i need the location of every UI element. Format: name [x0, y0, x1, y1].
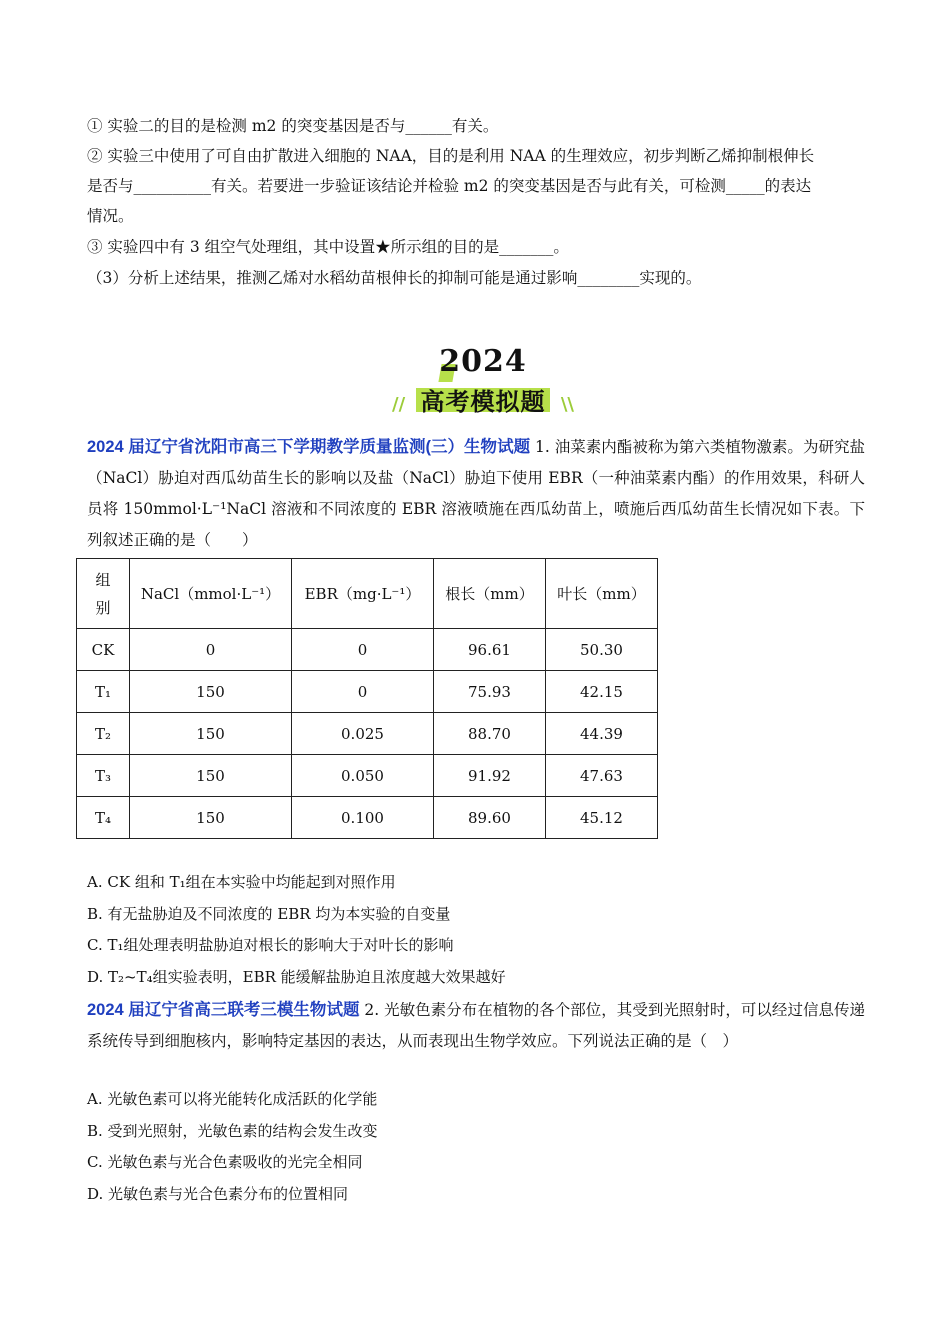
table-cell: 0.025	[292, 713, 434, 755]
option-d[interactable]: D. T₂~T₄组实验表明，EBR 能缓解盐胁迫且浓度越大效果越好	[87, 968, 506, 986]
table-cell: 44.39	[546, 713, 658, 755]
text-line: ① 实验二的目的是检测 m2 的突变基因是否与______有关。	[87, 117, 499, 135]
text-line: ② 实验三中使用了可自由扩散进入细胞的 NAA，目的是利用 NAA 的生理效应，初步判断乙烯抑制根伸长	[87, 147, 815, 165]
table-header-cell: NaCl（mmol·L⁻¹）	[130, 559, 292, 629]
option-a[interactable]: A. CK 组和 T₁组在本实验中均能起到对照作用	[87, 873, 396, 891]
table-cell: 0.100	[292, 797, 434, 839]
banner-year: 2024	[439, 344, 527, 379]
table-cell: T₄	[77, 797, 130, 839]
text-line: 是否与__________有关。若要进一步验证该结论并检验 m2 的突变基因是否与此有关，可检测_____的表达	[87, 177, 812, 195]
question-1	[87, 432, 865, 556]
question-2	[87, 995, 865, 1057]
table-cell: 150	[130, 755, 292, 797]
question-source: 2024 届辽宁省高三联考三模生物试题	[87, 1001, 360, 1019]
banner-subtitle: 高考模拟题	[420, 388, 546, 416]
question-stem: 1. 油菜素内酯被称为第六类植物激素。为研究盐（NaCl）胁迫对西瓜幼苗生长的影响以及盐（NaCl）胁迫下使用 EBR（一种油菜素内酯）的作用效果，科研人员将 150mmol·L⁻¹NaCl 溶液和不同浓度的 EBR 溶液喷施在西瓜幼苗上，喷施后西瓜幼苗生长情况如下表。下列叙述正确的是（ ）	[87, 438, 865, 549]
table-cell: 96.61	[434, 629, 546, 671]
table-row	[77, 713, 658, 755]
table-row	[77, 671, 658, 713]
table-cell: 0	[292, 629, 434, 671]
text-line: ③ 实验四中有 3 组空气处理组，其中设置★所示组的目的是_______。	[87, 238, 569, 256]
question-source: 2024 届辽宁省沈阳市高三下学期教学质量监测(三）生物试题	[87, 438, 531, 456]
table-cell: 42.15	[546, 671, 658, 713]
option-a[interactable]: A. 光敏色素可以将光能转化成活跃的化学能	[87, 1090, 378, 1108]
question-stem: 2. 光敏色素分布在植物的各个部位，其受到光照射时，可以经过信息传递系统传导到细胞核内，影响特定基因的表达，从而表现出生物学效应。下列说法正确的是（ ）	[87, 1001, 865, 1050]
table-header-row	[77, 559, 658, 629]
table-cell: 0.050	[292, 755, 434, 797]
table-cell: 150	[130, 713, 292, 755]
text-line: 情况。	[87, 207, 134, 225]
option-b[interactable]: B. 受到光照射，光敏色素的结构会发生改变	[87, 1122, 378, 1140]
left-slash-decoration: //	[392, 394, 406, 415]
option-c[interactable]: C. T₁组处理表明盐胁迫对根长的影响大于对叶长的影响	[87, 936, 454, 954]
table-cell: 50.30	[546, 629, 658, 671]
table-cell: 75.93	[434, 671, 546, 713]
option-d[interactable]: D. 光敏色素与光合色素分布的位置相同	[87, 1185, 349, 1203]
table-cell: T₂	[77, 713, 130, 755]
table-cell: 0	[292, 671, 434, 713]
table-cell: T₁	[77, 671, 130, 713]
option-c[interactable]: C. 光敏色素与光合色素吸收的光完全相同	[87, 1153, 363, 1171]
table-cell: 89.60	[434, 797, 546, 839]
table-cell: 0	[130, 629, 292, 671]
table-cell: CK	[77, 629, 130, 671]
data-table	[76, 558, 658, 839]
right-slash-decoration: \\	[560, 394, 574, 415]
table-row	[77, 797, 658, 839]
table-header-cell: 叶长（mm）	[546, 559, 658, 629]
option-b[interactable]: B. 有无盐胁迫及不同浓度的 EBR 均为本实验的自变量	[87, 905, 451, 923]
table-cell: 150	[130, 797, 292, 839]
section-banner	[388, 344, 578, 420]
table-cell: 45.12	[546, 797, 658, 839]
table-cell: 150	[130, 671, 292, 713]
table-cell: T₃	[77, 755, 130, 797]
table-header-cell: 根长（mm）	[434, 559, 546, 629]
table-header-cell: EBR（mg·L⁻¹）	[292, 559, 434, 629]
table-cell: 91.92	[434, 755, 546, 797]
table-row	[77, 755, 658, 797]
table-row	[77, 629, 658, 671]
text-line: （3）分析上述结果，推测乙烯对水稻幼苗根伸长的抑制可能是通过影响________实现的。	[87, 269, 702, 287]
table-header-cell: 组 别	[77, 559, 130, 629]
table-cell: 88.70	[434, 713, 546, 755]
table-cell: 47.63	[546, 755, 658, 797]
